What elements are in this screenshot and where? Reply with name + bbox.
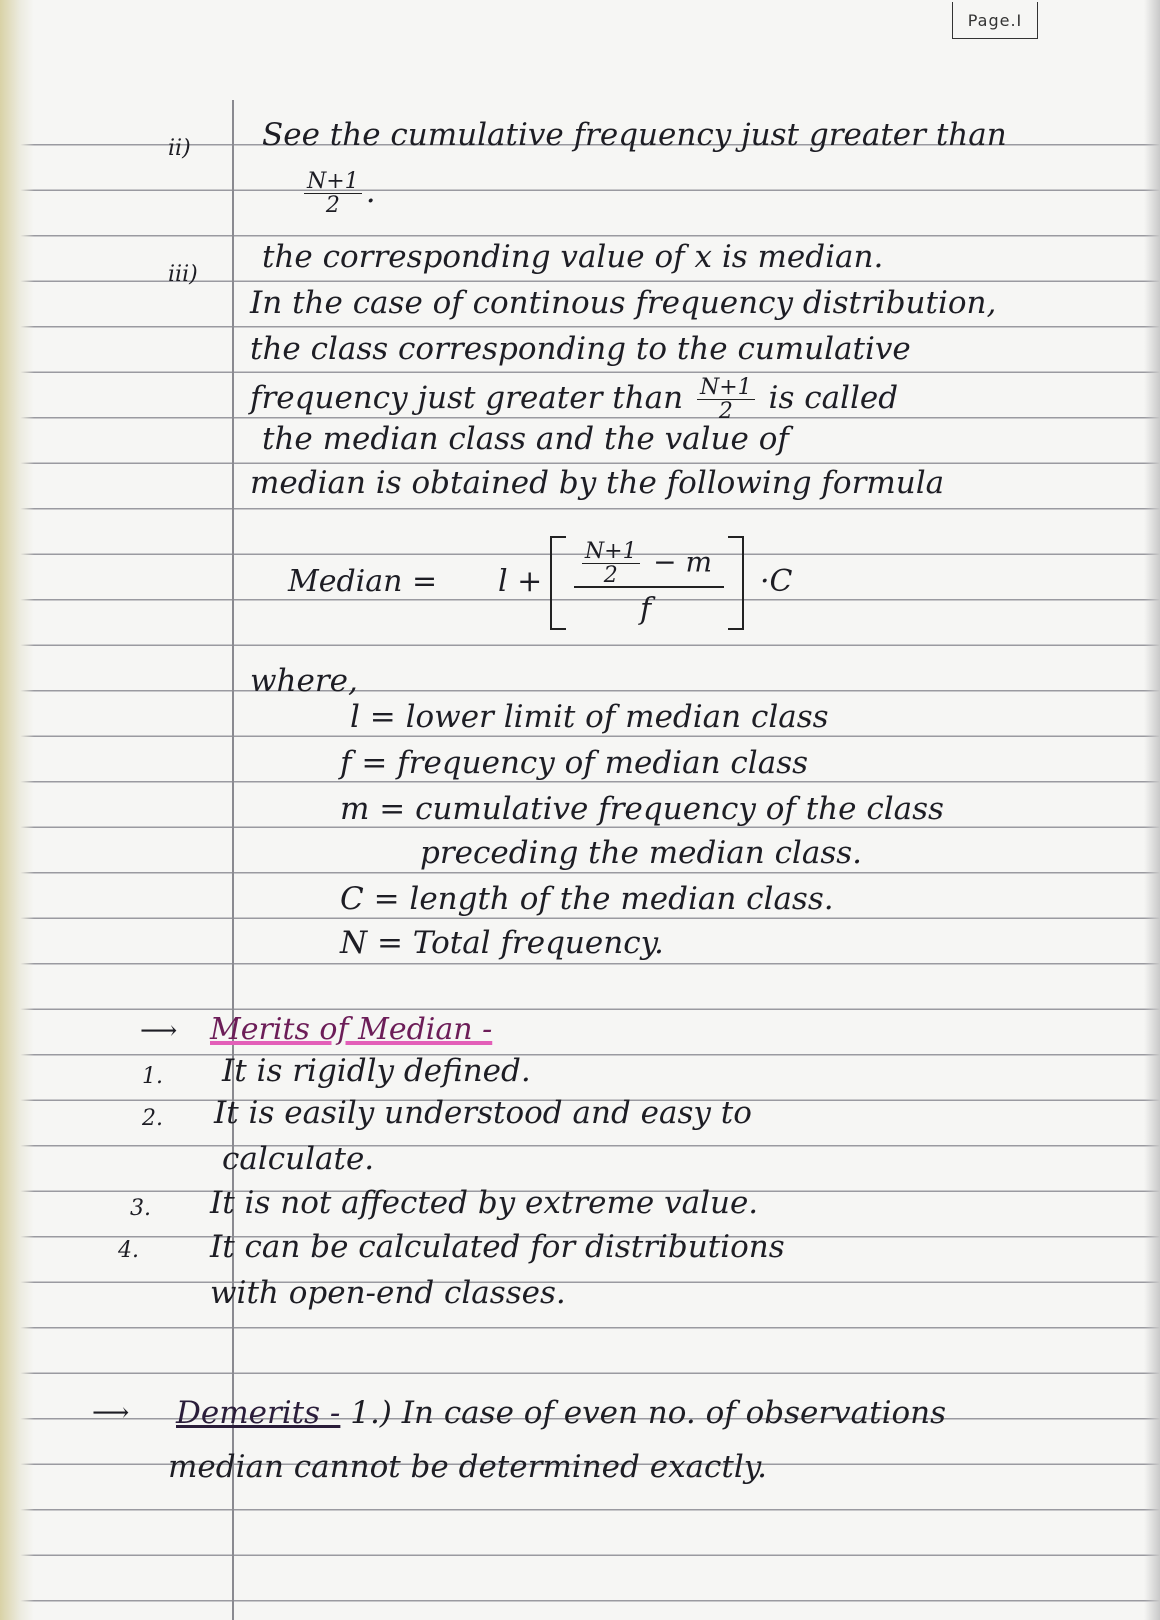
def-frequency: f = frequency of median class xyxy=(340,745,809,781)
merit-1-text: It is rigidly defined. xyxy=(222,1053,531,1089)
where-label: where, xyxy=(250,663,358,699)
formula-right-bracket xyxy=(728,536,744,630)
formula-n-plus-one-over-two xyxy=(582,540,640,587)
merit-2-text: It is easily understood and easy to xyxy=(214,1095,752,1131)
step-iii-text: the corresponding value of x is median. xyxy=(262,239,884,275)
page-label-box: Page.I xyxy=(952,2,1038,39)
step-ii-numeral: ii) xyxy=(168,136,191,161)
paragraph-line-5: median is obtained by the following formula xyxy=(250,465,945,501)
demerits-line-1 xyxy=(176,1395,947,1431)
def-total-frequency: N = Total frequency. xyxy=(340,925,664,961)
def-cumulative-frequency: m = cumulative frequency of the class xyxy=(340,791,944,827)
fraction-numerator: N+1 xyxy=(304,170,362,194)
demerits-line-2: median cannot be determined exactly. xyxy=(168,1449,768,1485)
demerits-heading: Demerits - xyxy=(176,1395,341,1431)
merit-3-number: 3. xyxy=(130,1196,151,1221)
formula-main-fraction-bar xyxy=(574,586,724,588)
paragraph-line-2: the class corresponding to the cumulative xyxy=(250,331,911,367)
formula-inner-denominator: 2 xyxy=(603,563,618,589)
merit-4-text: It can be calculated for distributions xyxy=(210,1229,785,1265)
merit-4-text-cont: with open-end classes. xyxy=(210,1275,566,1311)
paragraph-line-3-end: is called xyxy=(768,380,899,417)
step-ii-text xyxy=(262,117,1007,153)
n-plus-one-over-two-inline xyxy=(697,376,755,423)
demerits-arrow-icon: ⟶ xyxy=(92,1398,130,1428)
paragraph-line-4: the median class and the value of xyxy=(262,421,789,457)
merit-2-number: 2. xyxy=(142,1106,163,1131)
paragraph-line-3-start: frequency just greater than xyxy=(250,380,684,417)
page-edge-shadow xyxy=(1144,0,1160,1620)
paragraph-line-3 xyxy=(250,376,898,423)
fraction-denominator: 2 xyxy=(325,193,340,219)
paragraph-line-1: In the case of continous frequency distribution, xyxy=(250,285,997,321)
merits-heading: Merits of Median - xyxy=(210,1012,493,1047)
merit-3-text: It is not affected by extreme value. xyxy=(210,1185,759,1221)
formula-inner-numerator: N+1 xyxy=(582,540,640,564)
formula-times-c: ·C xyxy=(760,564,793,599)
step-ii-sentence: See the cumulative frequency just greater than xyxy=(262,117,1007,153)
binding-edge xyxy=(0,0,34,1620)
formula-lhs: Median = xyxy=(288,564,438,599)
n-plus-one-over-two-fraction xyxy=(304,170,362,217)
margin-line xyxy=(232,100,234,1620)
inline-fraction-numerator: N+1 xyxy=(697,376,755,400)
merit-2-text-cont: calculate. xyxy=(222,1141,375,1177)
def-cumulative-frequency-cont: preceding the median class. xyxy=(420,835,862,871)
merit-4-number: 4. xyxy=(118,1238,139,1263)
merit-1-number: 1. xyxy=(142,1064,163,1089)
formula-left-bracket xyxy=(550,536,566,630)
formula-lower-limit: l + xyxy=(498,564,543,599)
step-ii-fraction-line: $\frac{N+1}{2}$ . xyxy=(300,170,376,217)
formula-minus-m: − m xyxy=(653,545,713,579)
demerit-1-text: 1.) In case of even no. of observations xyxy=(350,1395,947,1431)
step-iii-numeral: iii) xyxy=(168,262,198,287)
merits-arrow-icon: ⟶ xyxy=(140,1016,178,1046)
def-lower-limit: l = lower limit of median class xyxy=(350,699,829,735)
def-class-length: C = length of the median class. xyxy=(340,881,834,917)
inline-fraction-denominator: 2 xyxy=(718,399,733,425)
formula-numerator xyxy=(570,540,720,587)
median-formula xyxy=(288,536,848,628)
formula-denominator: f xyxy=(640,592,652,627)
